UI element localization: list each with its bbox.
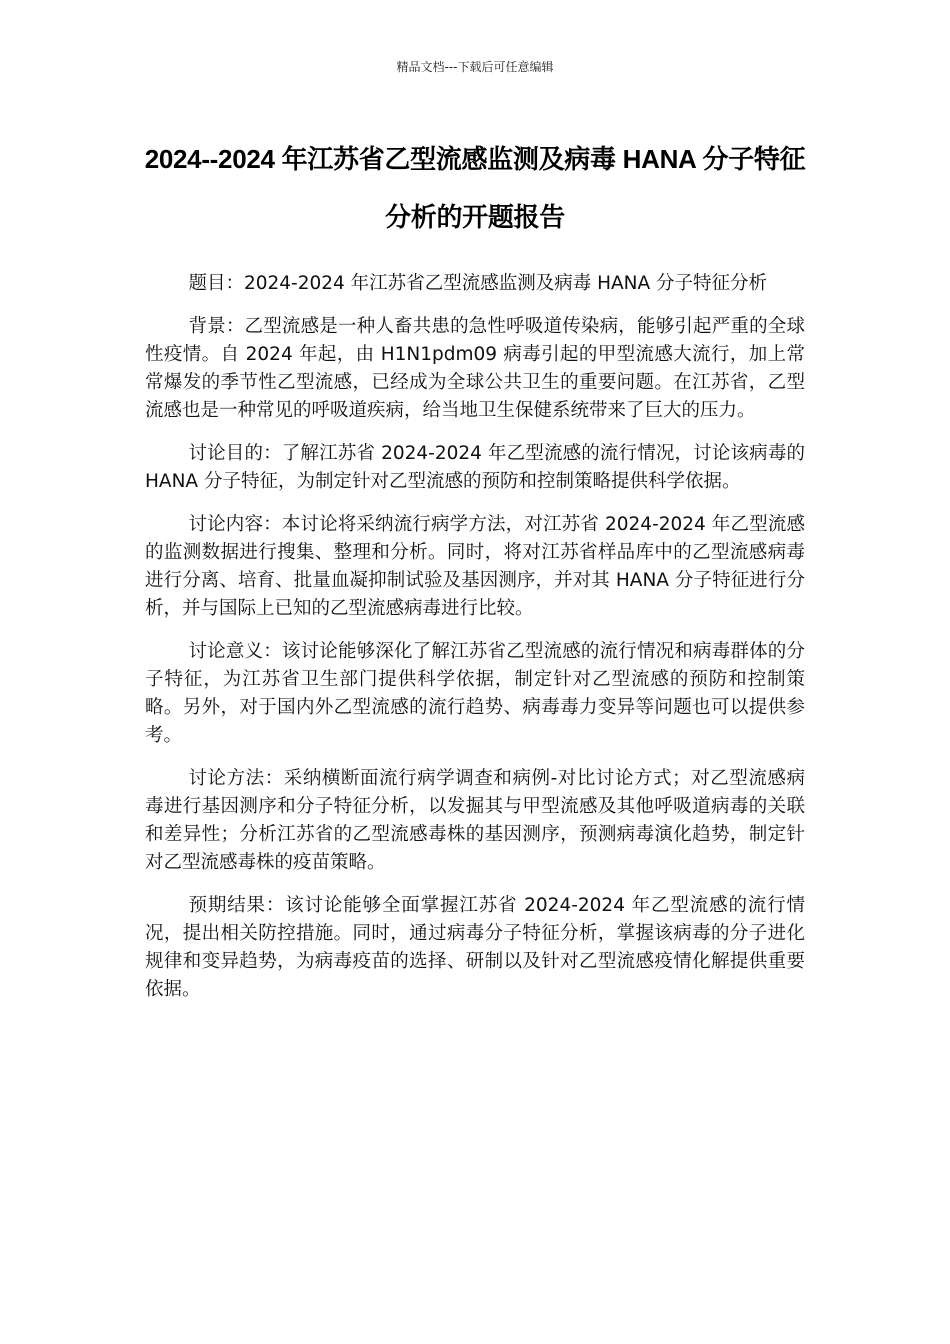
paragraph-content: 讨论内容：本讨论将采纳流行病学方法，对江苏省 2024-2024 年乙型流感的监测数据进行搜集、整理和分析。同时，将对江苏省样品库中的乙型流感病毒进行分离、培育、批量血凝抑制试验及基因测序，并对其 HANA 分子特征进行分析，并与国际上已知的乙型流感病毒进行比较。 [145, 514, 805, 619]
paragraph-objective: 讨论目的：了解江苏省 2024-2024 年乙型流感的流行情况，讨论该病毒的 HANA 分子特征，为制定针对乙型流感的预防和控制策略提供科学依据。 [145, 443, 805, 492]
paragraph-background: 背景：乙型流感是一种人畜共患的急性呼吸道传染病，能够引起严重的全球性疫情。自 2024 年起，由 H1N1pdm09 病毒引起的甲型流感大流行，加上常常爆发的季节性乙型流感，已经成为全球公共卫生的重要问题。在江苏省，乙型流感也是一种常见的呼吸道疾病，给当地卫生保健系统带来了巨大的压力。 [145, 316, 805, 421]
paragraph-significance: 讨论意义：该讨论能够深化了解江苏省乙型流感的流行情况和病毒群体的分子特征，为江苏省卫生部门提供科学依据，制定针对乙型流感的预防和控制策略。另外，对于国内外乙型流感的流行趋势、病毒毒力变异等问题也可以提供参考。 [145, 641, 805, 746]
page-header-note: 精品文档---下载后可任意编辑 [396, 60, 554, 74]
paragraph-topic: 题目：2024-2024 年江苏省乙型流感监测及病毒 HANA 分子特征分析 [188, 273, 768, 294]
paragraph-expected-results: 预期结果：该讨论能够全面掌握江苏省 2024-2024 年乙型流感的流行情况，提出相关防控措施。同时，通过病毒分子特征分析，掌握该病毒的分子进化规律和变异趋势，为病毒疫苗的选择、研制以及针对乙型流感疫情化解提供重要依据。 [145, 895, 805, 1000]
document-body [145, 270, 805, 1019]
document-title: 2024--2024 年江苏省乙型流感监测及病毒 HANA 分子特征分析的开题报告 [144, 144, 806, 232]
paragraph-methods: 讨论方法：采纳横断面流行病学调查和病例-对比讨论方式；对乙型流感病毒进行基因测序和分子特征分析，以发掘其与甲型流感及其他呼吸道病毒的关联和差异性；分析江苏省的乙型流感毒株的基因测序，预测病毒演化趋势，制定针对乙型流感毒株的疫苗策略。 [145, 768, 805, 873]
